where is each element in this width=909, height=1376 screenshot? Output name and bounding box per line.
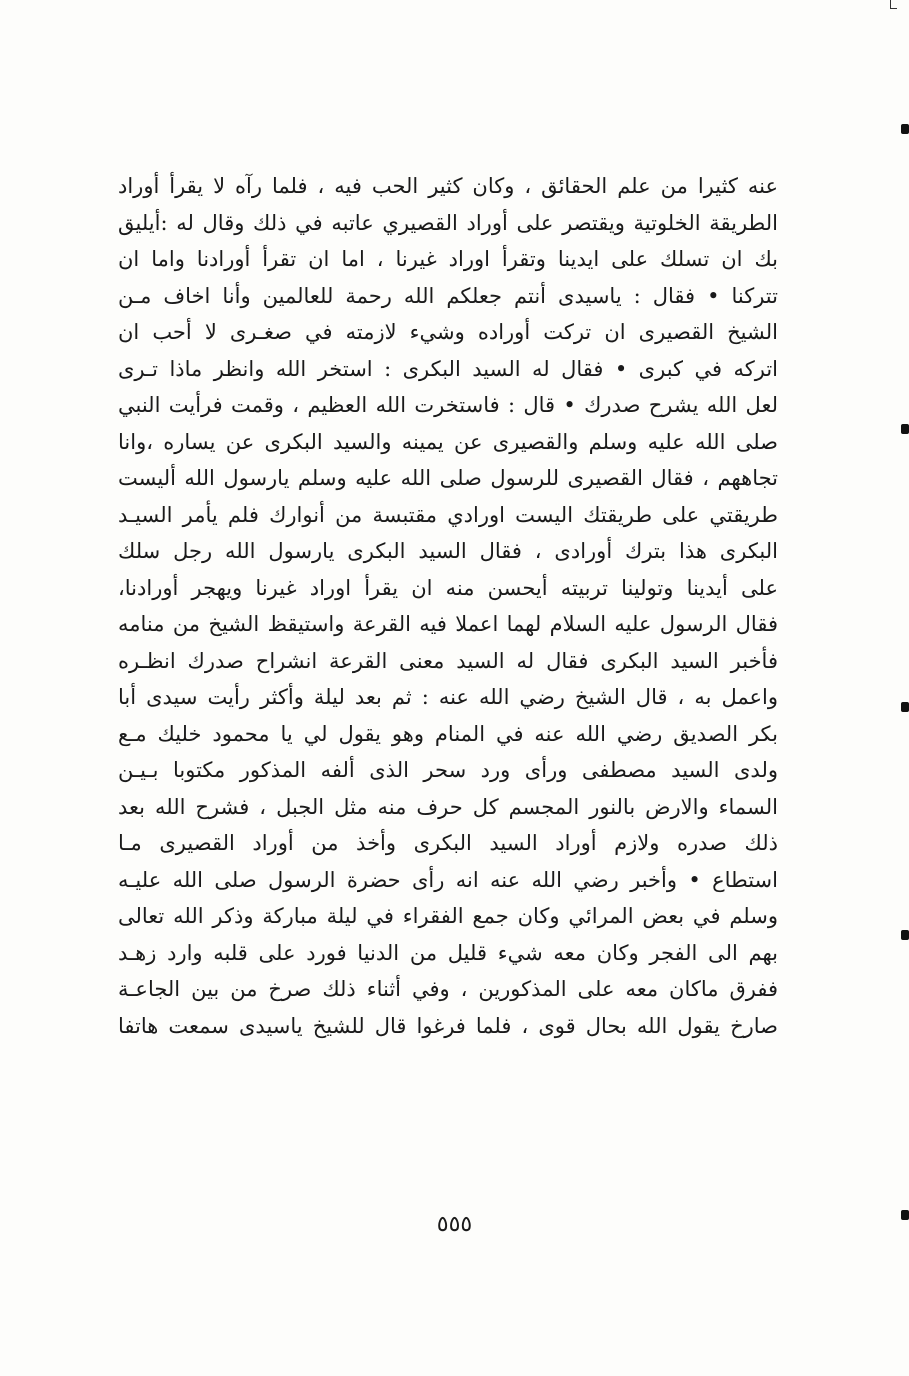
text-line: على أيدينا وتولينا تربيته أيحسن منه ان يقرأ اوراد غيرنا ويهجر أورادنا، [118, 575, 778, 600]
text-line: ولدى السيد مصطفى ورأى ورد سحر الذى ألفه المذكور مكتوبا بـيـن [118, 758, 778, 782]
text-line: اتركه في كبرى • فقال له السيد البكرى : استخر الله وانظر ماذا تـرى [118, 356, 778, 381]
text-line: فأخبر السيد البكرى فقال له السيد معنى القرعة انشراح صدرك انظـره [118, 648, 778, 673]
text-line: وسلم في بعض المرائي وكان جمع الفقراء في ليلة مباركة وذكر الله تعالى [118, 904, 778, 928]
text-line: تجاههم ، فقال القصيرى للرسول صلى الله عليه وسلم يارسول الله أليست [118, 466, 778, 490]
text-line: صلى الله عليه وسلم والقصيرى عن يمينه والسيد البكرى عن يساره ،وانا [118, 429, 778, 454]
text-line: طريقتي على طريقتك اليست اورادي مقتبسة من أنوارك فلم يأمر السيـد [118, 502, 778, 527]
text-line: الطريقة الخلوتية ويقتصر على أوراد القصيري عاتبه في ذلك وقال له :أيليق [118, 210, 778, 235]
text-line: استطاع • وأخبر رضي الله عنه انه رأى حضرة الرسول صلى الله عليـه [118, 867, 778, 892]
binding-hole-mark [901, 930, 909, 940]
text-line: واعمل به ، قال الشيخ رضي الله عنه : ثم بعد ليلة وأكثر رأيت سيدى أبا [118, 685, 778, 709]
text-line: الشيخ القصيرى ان تركت أوراده وشيء لازمته في صغـرى لا أحب ان [118, 320, 778, 344]
text-line: بهم الى الفجر وكان معه شيء قليل من الدنيا فورد على قلبه وارد زهـد [118, 940, 778, 965]
text-line: البكرى هذا بترك أورادى ، فقال السيد البكرى يارسول الله رجل سلك [118, 539, 778, 563]
text-line: صارخ يقول الله بحال قوى ، فلما فرغوا قال للشيخ ياسيدى سمعت هاتفا [118, 1013, 778, 1038]
text-line: بكر الصديق رضي الله عنه في المنام وهو يقول لي يا محمود خليك مـع [118, 721, 778, 746]
text-line: ذلك صدره ولازم أوراد السيد البكرى وأخذ من أوراد القصيرى مـا [118, 831, 778, 855]
binding-hole-mark [901, 702, 909, 712]
text-line: ففرق ماكان معه على المذكورين ، وفي أثناء ذلك صرخ من بين الجاعـة [118, 977, 778, 1001]
text-line: بك ان تسلك على ايدينا وتقرأ اوراد غيرنا ، اما ان تقرأ أورادنا واما ان [118, 247, 778, 271]
binding-hole-mark [901, 424, 909, 434]
text-line: لعل الله يشرح صدرك • قال : فاستخرت الله العظيم ، وقمت فرأيت النبي [118, 393, 778, 417]
text-line: تتركنا • فقال : ياسيدى أنتم جعلكم الله رحمة للعالمين وأنا اخاف مـن [118, 283, 778, 308]
binding-hole-mark [901, 1210, 909, 1220]
page-body-text [118, 168, 778, 1044]
text-line: فقال الرسول عليه السلام لهما اعملا فيه القرعة واستيقظ الشيخ من منامه [118, 612, 778, 636]
page-number: ٥٥٥ [436, 1212, 473, 1237]
binding-hole-mark [901, 124, 909, 134]
corner-mark [890, 0, 897, 9]
text-line: عنه كثيرا من علم الحقائق ، وكان كثير الحب فيه ، فلما رآه لا يقرأ أوراد [118, 174, 778, 198]
text-line: السماء والارض بالنور المجسم كل حرف منه مثل الجبل ، فشرح الله بعد [118, 794, 778, 819]
